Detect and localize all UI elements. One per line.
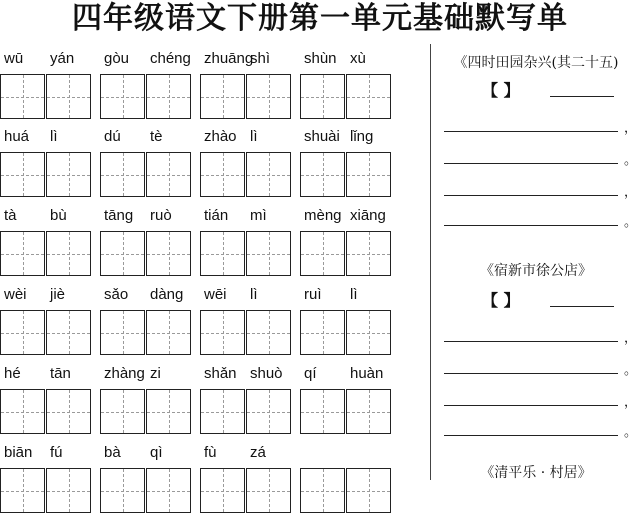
pinyin-label: ruì [304, 286, 322, 303]
pinyin-row [0, 48, 428, 126]
writing-box[interactable] [0, 231, 45, 276]
writing-box[interactable] [300, 74, 345, 119]
pinyin-label: mì [250, 207, 267, 224]
pinyin-label: huá [4, 128, 30, 145]
pinyin-label: qí [304, 365, 317, 382]
writing-box[interactable] [300, 231, 345, 276]
author-underline [550, 306, 614, 307]
pinyin-row [0, 442, 428, 520]
writing-box[interactable] [200, 389, 245, 434]
pinyin-label: ruò [150, 207, 172, 224]
pinyin-label: xù [350, 50, 366, 67]
pinyin-row [0, 205, 428, 283]
pinyin-label: tān [50, 365, 71, 382]
writing-box[interactable] [0, 310, 45, 355]
pinyin-label: wèi [4, 286, 27, 303]
writing-box[interactable] [100, 231, 145, 276]
column-divider [430, 44, 431, 480]
answer-line[interactable] [444, 112, 638, 136]
pinyin-label: tà [4, 207, 17, 224]
pinyin-label: hé [4, 365, 21, 382]
writing-box[interactable] [146, 231, 191, 276]
answer-line[interactable] [444, 416, 638, 440]
poem-title: 《宿新市徐公店》 [480, 263, 592, 279]
writing-box[interactable] [300, 152, 345, 197]
punctuation: 。 [624, 363, 638, 378]
pinyin-label: biān [4, 444, 33, 461]
pinyin-label: zá [250, 444, 266, 461]
answer-line[interactable] [444, 206, 638, 230]
pinyin-label: gòu [104, 50, 130, 67]
pinyin-label: dàng [150, 286, 184, 303]
underline [444, 435, 618, 436]
writing-box[interactable] [100, 152, 145, 197]
writing-box[interactable] [300, 468, 345, 513]
author-blank[interactable] [482, 288, 612, 310]
writing-box[interactable] [246, 468, 291, 513]
writing-box[interactable] [146, 74, 191, 119]
writing-box[interactable] [46, 231, 91, 276]
writing-box[interactable] [346, 468, 391, 513]
writing-box[interactable] [146, 389, 191, 434]
pinyin-label: shuò [250, 365, 283, 382]
writing-box[interactable] [100, 389, 145, 434]
writing-box[interactable] [200, 231, 245, 276]
underline [444, 131, 618, 132]
writing-box[interactable] [246, 310, 291, 355]
pinyin-label: shùn [304, 50, 337, 67]
writing-box[interactable] [246, 74, 291, 119]
underline [444, 225, 618, 226]
pinyin-label: lì [250, 286, 258, 303]
writing-box[interactable] [46, 389, 91, 434]
poem-section [432, 44, 640, 480]
pinyin-label: shǎn [204, 365, 237, 382]
writing-box[interactable] [46, 152, 91, 197]
author-underline [550, 96, 614, 97]
pinyin-label: sǎo [104, 286, 129, 303]
pinyin-label: zhuāng [204, 50, 254, 67]
pinyin-label: tè [150, 128, 163, 145]
pinyin-label: huàn [350, 365, 384, 382]
writing-box[interactable] [0, 74, 45, 119]
writing-box[interactable] [100, 468, 145, 513]
writing-box[interactable] [200, 152, 245, 197]
pinyin-label: qì [150, 444, 163, 461]
pinyin-label: fú [50, 444, 63, 461]
page-title: 四年级语文下册第一单元基础默写单 [72, 1, 568, 36]
writing-box[interactable] [0, 389, 45, 434]
writing-box[interactable] [246, 389, 291, 434]
answer-line[interactable] [444, 176, 638, 200]
punctuation: ， [624, 331, 638, 346]
pinyin-label: lì [50, 128, 58, 145]
writing-box[interactable] [0, 468, 45, 513]
pinyin-row [0, 363, 428, 441]
answer-line[interactable] [444, 322, 638, 346]
punctuation: ， [624, 395, 638, 410]
punctuation: ， [624, 121, 638, 136]
writing-box[interactable] [346, 152, 391, 197]
pinyin-section [0, 48, 428, 480]
writing-box[interactable] [46, 310, 91, 355]
poem-title: 《四时田园杂兴(其二十五) [453, 55, 619, 71]
writing-box[interactable] [300, 310, 345, 355]
pinyin-label: bà [104, 444, 121, 461]
writing-box[interactable] [146, 468, 191, 513]
pinyin-label: shì [250, 50, 271, 67]
pinyin-label: tián [204, 207, 229, 224]
underline [444, 195, 618, 196]
pinyin-label: dú [104, 128, 121, 145]
answer-line[interactable] [444, 386, 638, 410]
pinyin-label: chéng [150, 50, 191, 67]
pinyin-label: jiè [50, 286, 66, 303]
pinyin-label: zi [150, 365, 161, 382]
writing-box[interactable] [146, 152, 191, 197]
writing-box[interactable] [246, 152, 291, 197]
pinyin-label: zhàng [104, 365, 145, 382]
writing-box[interactable] [200, 74, 245, 119]
poem-title: 《清平乐 · 村居》 [480, 465, 592, 481]
punctuation: ， [624, 185, 638, 200]
pinyin-row [0, 284, 428, 362]
pinyin-label: yán [50, 50, 75, 67]
punctuation: 。 [624, 215, 638, 230]
punctuation: 。 [624, 153, 638, 168]
writing-box[interactable] [100, 310, 145, 355]
author-blank[interactable] [482, 78, 612, 100]
writing-box[interactable] [346, 310, 391, 355]
writing-box[interactable] [100, 74, 145, 119]
pinyin-row [0, 126, 428, 204]
pinyin-label: fù [204, 444, 217, 461]
writing-box[interactable] [200, 310, 245, 355]
writing-box[interactable] [146, 310, 191, 355]
pinyin-label: mèng [304, 207, 342, 224]
pinyin-label: lì [350, 286, 358, 303]
pinyin-label: wū [4, 50, 24, 67]
pinyin-label: bù [50, 207, 67, 224]
writing-box[interactable] [0, 152, 45, 197]
writing-box[interactable] [46, 468, 91, 513]
writing-box[interactable] [200, 468, 245, 513]
pinyin-label: shuài [304, 128, 340, 145]
writing-box[interactable] [346, 231, 391, 276]
writing-box[interactable] [346, 74, 391, 119]
pinyin-label: zhào [204, 128, 237, 145]
punctuation: 。 [624, 425, 638, 440]
writing-box[interactable] [246, 231, 291, 276]
answer-line[interactable] [444, 144, 638, 168]
author-brackets: 【 】 [482, 291, 520, 310]
writing-box[interactable] [346, 389, 391, 434]
pinyin-label: lì [250, 128, 258, 145]
pinyin-label: lǐng [350, 128, 374, 145]
underline [444, 405, 618, 406]
pinyin-label: xiāng [350, 207, 386, 224]
answer-line[interactable] [444, 354, 638, 378]
writing-box[interactable] [46, 74, 91, 119]
writing-box[interactable] [300, 389, 345, 434]
underline [444, 373, 618, 374]
pinyin-label: tāng [104, 207, 134, 224]
pinyin-label: wēi [204, 286, 227, 303]
author-brackets: 【 】 [482, 81, 520, 100]
underline [444, 163, 618, 164]
underline [444, 341, 618, 342]
